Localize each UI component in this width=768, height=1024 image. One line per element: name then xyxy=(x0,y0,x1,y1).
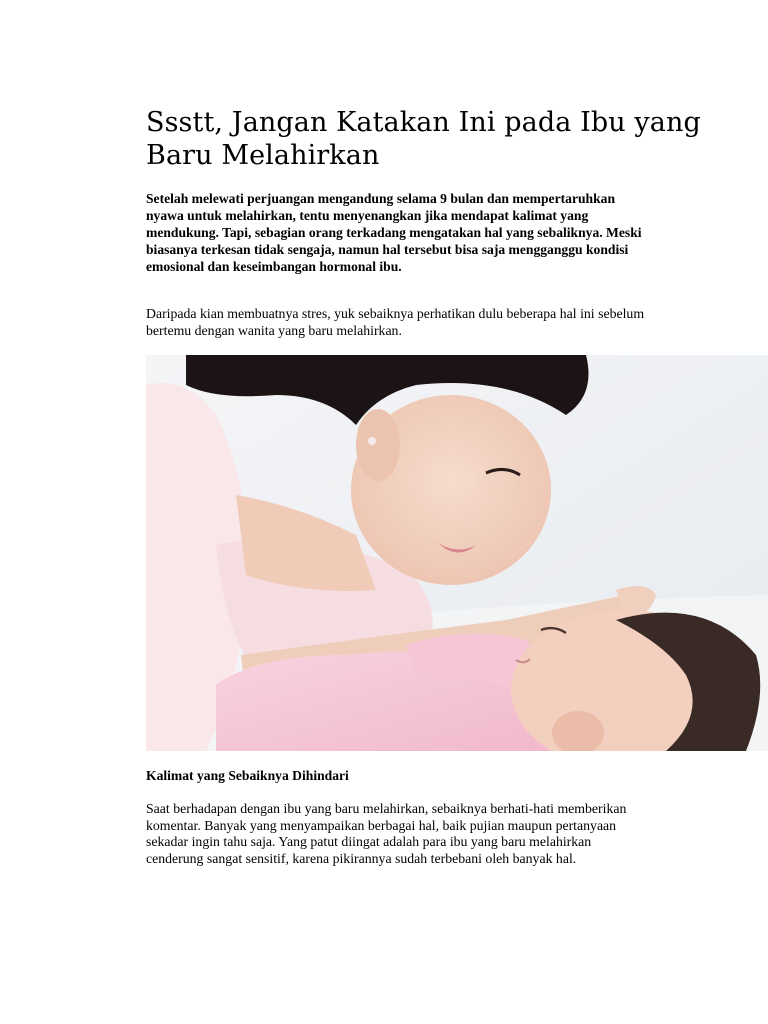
article-title: Ssstt, Jangan Katakan Ini pada Ibu yang Baru Melahirkan xyxy=(146,107,701,171)
section-heading: Kalimat yang Sebaiknya Dihindari xyxy=(146,768,349,783)
photo-illustration xyxy=(146,355,768,751)
article-intro: Daripada kian membuatnya stres, yuk sebaiknya perhatikan dulu beberapa hal ini sebelum bertemu dengan wanita yang baru melahirkan. xyxy=(146,306,645,338)
mother-ear xyxy=(356,409,400,481)
earring xyxy=(368,437,376,445)
article-lead: Setelah melewati perjuangan mengandung selama 9 bulan dan mempertaruhkan nyawa untuk melahirkan, tentu menyenangkan jika mendapat kalimat yang mendukung. Tapi, sebagian orang terkadang mengatakan hal yang sebaliknya. Meski biasanya terkesan tidak sengaja, namun hal tersebut bisa saja mengganggu kondisi emosional dan keseimbangan hormonal ibu. xyxy=(146,191,642,274)
mother-baby-photo xyxy=(146,355,768,751)
section-body: Saat berhadapan dengan ibu yang baru melahirkan, sebaiknya berhati-hati memberikan komentar. Banyak yang menyampaikan berbagai hal, baik pujian maupun pertanyaan sekadar ingin tahu saja. Yang patut diingat adalah para ibu yang baru melahirkan cenderung sangat sensitif, karena pikirannya sudah terbebani oleh banyak hal. xyxy=(146,801,627,866)
